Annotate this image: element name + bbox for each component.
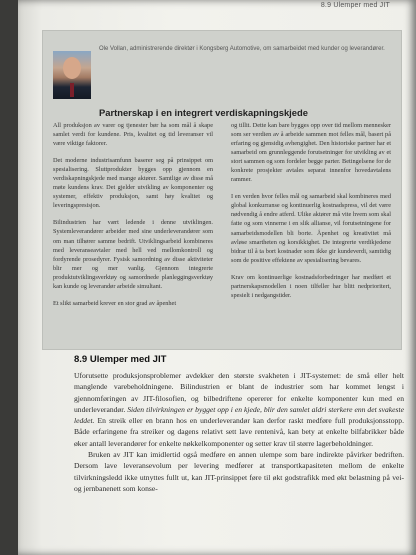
- box-column-right: [231, 121, 391, 308]
- section-body: [74, 370, 404, 494]
- box-paragraph: Det moderne industrisamfunn baserer seg på prinsippet om spesialisering. Sluttprodukter bygges opp gjennom en verdiskapningskjede med mange aktører. Samtlige av disse må møte kundens krav. Det gjelder utvikling av komponenter og systemer, effektiv produksjon, samt høy kvalitet og leveringspresisjon.: [53, 157, 213, 210]
- body-text-1b: En streik eller en brann hos en underleverandør kan derfor raskt medføre full produksjonsstopp. Både erfaringene fra streiker og dagens relativt sett lave rentenivå, kan bety at enkelte bilfabrikker både øker antall leverandører for enkelte nøkkelkomponenter og setter krav til større lagerbeholdninger.: [74, 416, 404, 448]
- info-box: [42, 30, 402, 350]
- box-paragraph: I en verden hvor felles mål og samarbeid skal kombineres med global konkurranse og kontinuerlig kostnadspress, vil det være nødvendig å endre atferd. Ulike aktører må vite hvem som skal fatte og som vinnerne i en slik allianse, vil forutsetningene for samarbeidsmodellen bli borte. Åpenhet og kreativitet må avløse smartheten og korsikkighet. De integrerte verdikjedene bidrar til å ta bort kostnader som ikke gir kundeverdi, samtidig som de positive effektene av spesialisering bevares.: [231, 193, 391, 264]
- portrait-tie: [70, 83, 74, 97]
- book-page: [18, 0, 416, 555]
- section-title: 8.9 Ulemper med JIT: [74, 354, 167, 365]
- body-paragraph-2: Bruken av JIT kan imidlertid også medføre en annen ulempe som bare indirekte påvirker bedriften. Dersom lave leveransevolum per levering medfører at transportkapasiteten mellom de enkelte tilvirkningsledd ikke utnyttes fullt ut, kan JIT-prinsippet føre til økt godstrafikk med økt belastning på vei- og jernbanenett som konse-: [74, 450, 404, 493]
- photo-caption: Ole Vollan, administrerende direktør i Kongsberg Automotive, om samarbeidet med kunder og leverandører.: [99, 46, 385, 52]
- box-paragraph: Bilindustrien har vært ledende i denne utviklingen. Systemleverandører arbeider med sine underleverandører som om man tilhører samme bedrift. Utviklingsarbeid kombineres med leveranseavtaler med hell ved mellomkontroll og fordyrende prosedyrer. Fysisk samordning av disse aktiviteter blir mer og mer vanlig. Gjennom integrerte produktutviklingsverktøy og samordnede planleggingsverktøy kan kunde og leverandør arbeide simultant.: [53, 219, 213, 290]
- portrait-face: [63, 57, 81, 79]
- box-paragraph: og tillit. Dette kan bare bygges opp over tid mellom mennesker som ser verdien av å arbeide sammen mot felles mål, basert på erfaring og gjensidig avhengighet. Den historiske partner har et samarbeid om grunnleggende forutsetninger for utvikling av et stort sammen og som fordeler begge parter. Betingelsene for de konkrete prosjekter avtales separat innenfor hovedavtalens rammer.: [231, 122, 391, 184]
- box-paragraph: All produksjon av varer og tjenester bør ha som mål å skape samlet verdi for kundene. Pris, kvalitet og tid leveranser vil være viktige faktorer.: [53, 122, 213, 148]
- box-paragraph: Krav om kontinuerlige kostnadsforbedringer har medført et partnerskapsmodellen i noen tilfeller har blitt nedprioritert, spesielt i nedgangstider.: [231, 273, 391, 299]
- body-text-1: Uforutsette produksjonsproblemer avdekker den største svakheten i JIT-systemet: de små eller helt manglende varebeholdningene. Bilindustrien er blant de industrier som har kommet lengst i gjennomføringen av JIT-filosofien, og bilbedriftene opererer for enkelte komponenter kun med en underleverandør.: [74, 371, 404, 414]
- portrait-photo: [53, 51, 91, 99]
- running-head: 8.9 Ulemper med JIT: [320, 2, 390, 9]
- box-paragraph: Et slikt samarbeid krever en stor grad av åpenhet: [53, 299, 177, 307]
- box-column-left: [53, 121, 213, 316]
- box-heading: Partnerskap i en integrert verdiskapningskjede: [99, 107, 308, 118]
- italic-sentence: Siden tilvirkningen er bygget opp i en kjede, blir den samlet aldri sterkere enn det svakeste leddet.: [74, 404, 404, 426]
- body-paragraph-1: [74, 370, 404, 449]
